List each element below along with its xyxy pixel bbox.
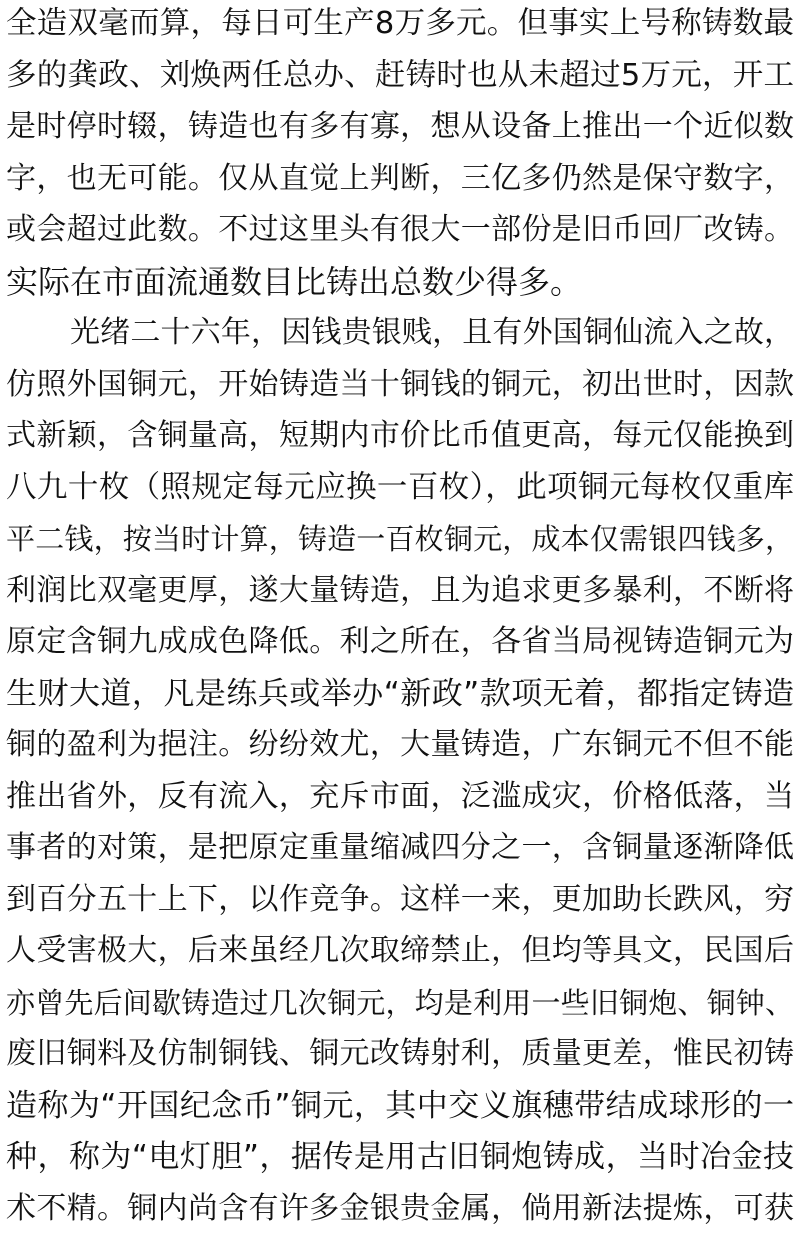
text-line-3: 是时停时辍，铸造也有多有寡，想从设备上推出一个近似数	[6, 109, 794, 144]
text-line-24: 术不精。铜内尚含有许多金银贵金属，倘用新法提炼，可获	[6, 1191, 794, 1226]
text-line-14: 生财大道，凡是练兵或举办“新政”款项无着，都指定铸造	[6, 676, 794, 712]
text-line-23: 种，称为“电灯胆”，据传是用古旧铜炮铸成，当时冶金技	[6, 1139, 794, 1175]
text-line-10: 八九十枚（照规定每元应换一百枚），此项铜元每枚仅重库	[6, 470, 794, 505]
text-line-18: 到百分五十上下，以作竞争。这样一来，更加助长跌风，穷	[6, 882, 794, 917]
text-line-13: 原定含铜九成成色降低。利之所在，各省当局视铸造铜元为	[6, 624, 794, 659]
text-line-15: 铜的盈利为挹注。纷纷效尤，大量铸造，广东铜元不但不能	[6, 727, 794, 762]
text-line-22: 造称为“开国纪念币”铜元，其中交义旗穗带结成球形的一	[6, 1088, 794, 1124]
text-line-1: 全造双毫而算，每日可生产8万多元。但事实上号称铸数最	[6, 6, 794, 41]
text-line-7: 光绪二十六年，因钱贵银贱，且有外国铜仙流入之故，	[70, 315, 794, 350]
text-line-17: 事者的对策，是把原定重量缩减四分之一，含铜量逐渐降低	[6, 830, 794, 865]
text-line-19: 人受害极大，后来虽经几次取缔禁止，但均等具文，民国后	[6, 933, 794, 968]
text-line-4: 字，也无可能。仅从直觉上判断，三亿多仍然是保守数字，	[6, 161, 794, 196]
text-line-20: 亦曾先后间歇铸造过几次铜元，均是利用一些旧铜炮、铜钟、	[6, 986, 794, 1020]
text-line-16: 推出省外，反有流入，充斥市面，泛滥成灾，价格低落，当	[6, 779, 794, 814]
text-line-8: 仿照外国铜元，开始铸造当十铜钱的铜元，初出世时，因款	[6, 367, 794, 402]
text-line-2: 多的龚政、刘焕两任总办、赶铸时也从未超过5万元，开工	[6, 58, 794, 93]
text-line-6: 实际在市面流通数目比铸出总数少得多。	[6, 263, 583, 301]
text-line-12: 利润比双毫更厚，遂大量铸造，且为追求更多暴利，不断将	[6, 573, 794, 608]
text-line-11: 平二钱，按当时计算，铸造一百枚铜元，成本仅需银四钱多，	[6, 522, 794, 556]
text-line-21: 废旧铜料及仿制铜钱、铜元改铸射利，质量更差，惟民初铸	[6, 1036, 794, 1071]
text-line-5: 或会超过此数。不过这里头有很大一部份是旧币回厂改铸。	[6, 212, 794, 247]
text-line-9: 式新颖，含铜量高，短期内市价比币值更高，每元仅能换到	[6, 418, 794, 453]
